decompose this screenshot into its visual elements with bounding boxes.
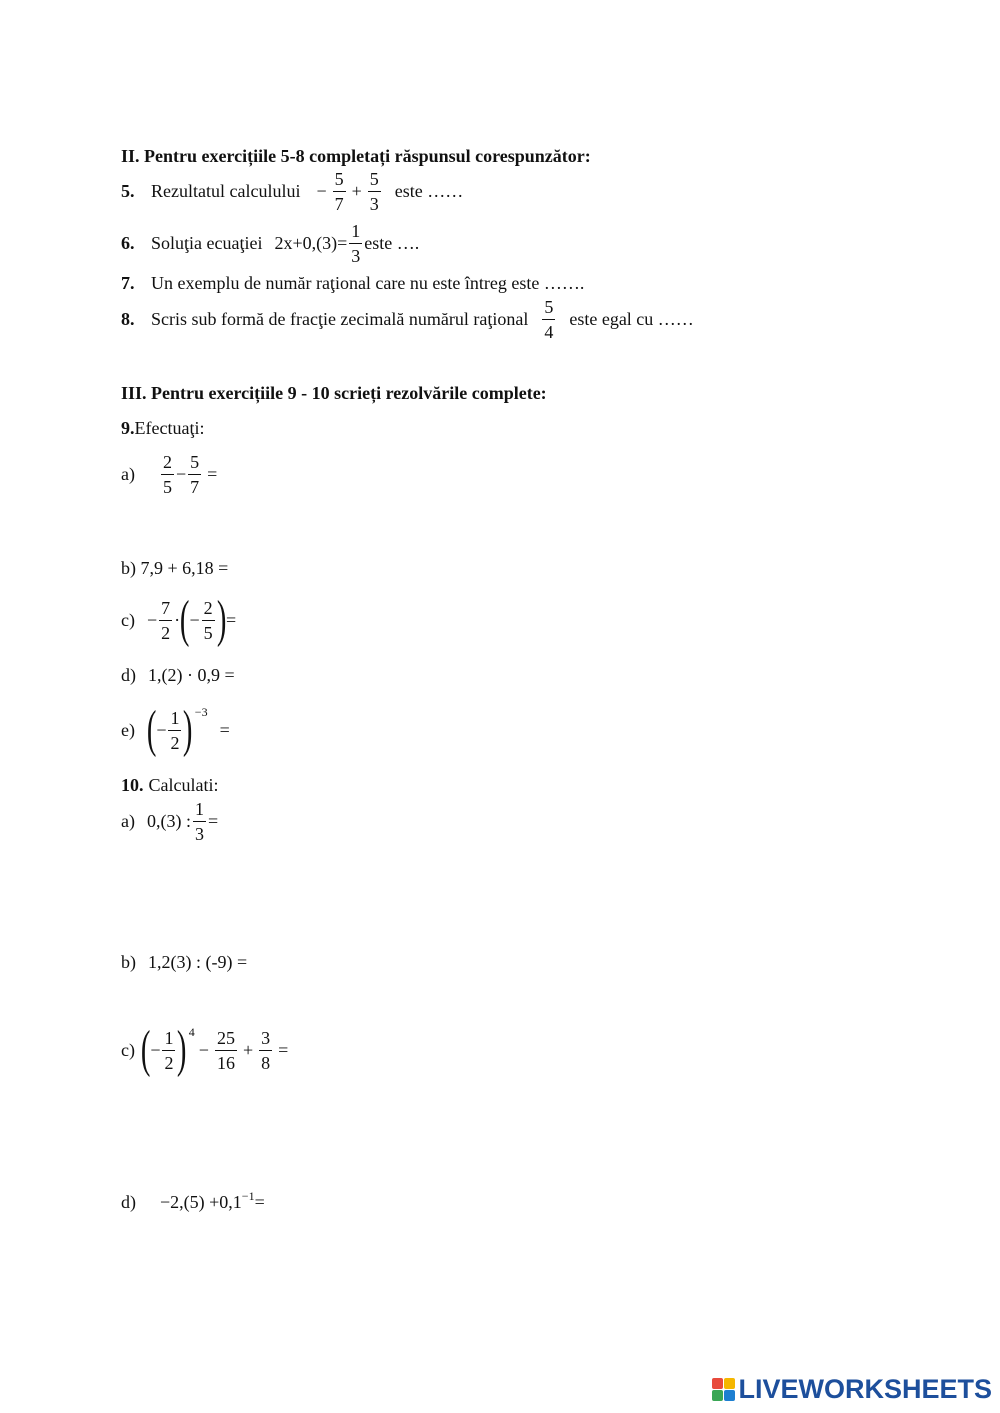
exercise-9e: e) ( − $\frac{1}{2}$ ) −3 = (121, 701, 230, 758)
exercise-9a: a) $\frac{2}{5}$ − $\frac{5}{7}$ = (121, 452, 218, 497)
exercise-10d: d) −2,(5) +0,1 −1 = (121, 1189, 265, 1212)
section-3-heading: III. Pentru exercițiile 9 - 10 scrieți rezolvările complete: (121, 383, 547, 403)
fraction: $\frac{1}{2}$ (170, 707, 180, 753)
fraction: $\frac{5}{4}$ (544, 297, 554, 342)
fraction: $\frac{5}{3}$ (369, 169, 379, 214)
exercise-9c: c) − $\frac{7}{2}$ · ( − $\frac{2}{5}$ ) = (121, 591, 237, 648)
logo-text: LIVEWORKSHEETS (738, 1374, 992, 1404)
fraction: $\frac{2}{5}$ (203, 597, 213, 643)
fraction: $\frac{1}{2}$ (164, 1027, 174, 1073)
exercise-10b: b) 1,2(3) : (-9) = (121, 952, 248, 972)
section-2-heading: II. Pentru exercițiile 5-8 completați răspunsul corespunzător: (121, 146, 591, 166)
fraction: $\frac{1}{3}$ (194, 799, 204, 844)
fraction: $\frac{5}{7}$ (190, 452, 200, 497)
exercise-7: 7. Un exemplu de număr raţional care nu este întreg este ……. (121, 273, 585, 293)
logo-mark-icon (712, 1378, 735, 1401)
exercise-5: 5. Rezultatul calculului − $\frac{5}{7}$ + $\frac{5}{3}$ este …… (121, 169, 464, 214)
exercise-10a: a) 0,(3) : $\frac{1}{3}$ = (121, 799, 219, 844)
exercise-10-title: 10. Calculati: (121, 775, 219, 795)
exercise-9b: b) 7,9 + 6,18 = (121, 558, 229, 578)
fraction: $\frac{7}{2}$ (161, 597, 171, 643)
fraction: $\frac{3}{8}$ (261, 1027, 271, 1073)
fraction: $\frac{25}{16}$ (216, 1027, 235, 1073)
exercise-6: 6. Soluţia ecuaţiei 2x+0,(3)= $\frac{1}{3}$ este …. (121, 221, 420, 266)
fraction: $\frac{2}{5}$ (162, 452, 172, 497)
liveworksheets-logo (712, 1374, 992, 1405)
exercise-8: 8. Scris sub formă de fracţie zecimală numărul raţional $\frac{5}{4}$ este egal cu …… (121, 297, 694, 342)
exercise-9-title: 9. Efectuaţi: (121, 418, 205, 438)
exercise-10c: c) ( − $\frac{1}{2}$ ) 4 − $\frac{25}{16}$ + $\frac{3}{8}$ = (121, 1021, 289, 1078)
fraction: $\frac{5}{7}$ (334, 169, 344, 214)
exercise-9d: d) 1,(2) · 0,9 = (121, 665, 235, 685)
fraction: $\frac{1}{3}$ (351, 221, 361, 266)
